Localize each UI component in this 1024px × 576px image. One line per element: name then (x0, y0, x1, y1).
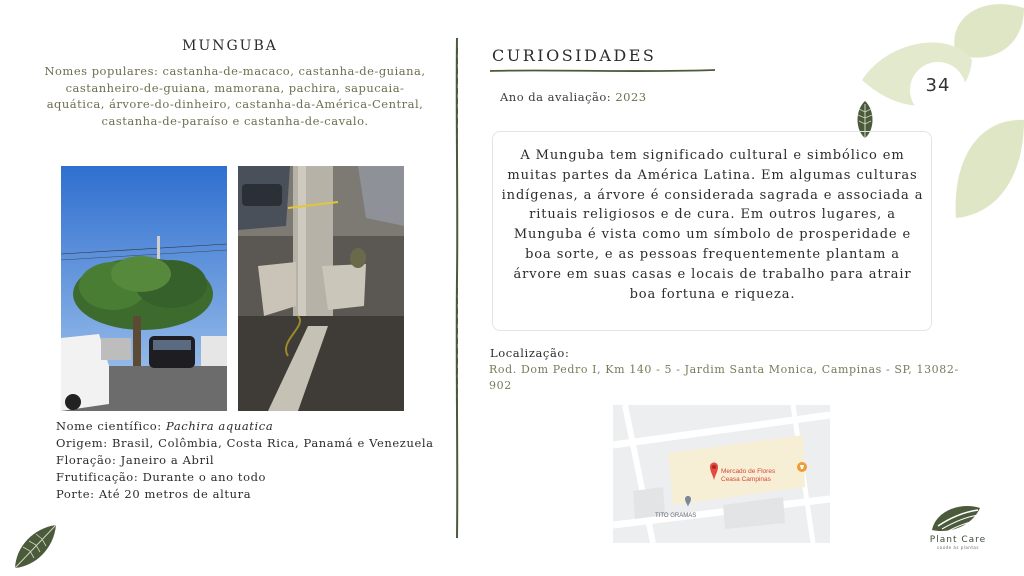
map-pin-label: Ceasa Campinas (721, 476, 771, 483)
map-poi-icon (797, 462, 807, 472)
heading-underline (490, 68, 715, 74)
trunk-photo (238, 166, 404, 411)
scientific-name: Nome científico: Pachira aquatica (56, 419, 274, 433)
brand-name: Plant Care (929, 535, 987, 545)
tree-photo (61, 166, 227, 411)
leaf-icon (12, 522, 60, 572)
location-label: Localização: (490, 346, 570, 360)
species-name: MUNGUBA (182, 38, 278, 54)
map-pin-label: Mercado de Flores (721, 468, 776, 475)
flowering: Floração: Janeiro a Abril (56, 453, 215, 467)
popular-names: Nomes populares: castanha-de-macaco, castanha-de-guiana, castanheiro-de-guiana, mamorana, pachira, sapucaia-aquática, árvore-do-dinheiro, castanha-da-América-Central, castanha-de-paraíso e castanha-de-cavalo. (44, 64, 426, 128)
evaluation-year-value: 2023 (615, 90, 647, 104)
fruiting: Frutificação: Durante o ano todo (56, 470, 267, 484)
logo-icon (928, 500, 984, 534)
evaluation-year: Ano da avaliação: 2023 (500, 90, 647, 104)
origin: Origem: Brasil, Colômbia, Costa Rica, Panamá e Venezuela (56, 436, 434, 450)
location-map[interactable] (613, 405, 830, 543)
species-info (56, 418, 436, 503)
curiosities-heading: CURIOSIDADES (492, 46, 657, 65)
leaf-shape (956, 120, 1024, 218)
brand-tagline: saúde às plantas (937, 545, 979, 550)
page-number: 34 (925, 75, 951, 96)
scientific-name-value: Pachira aquatica (166, 419, 274, 433)
size: Porte: Até 20 metros de altura (56, 487, 252, 501)
leaf-shape (954, 4, 1024, 58)
curiosities-text: A Munguba tem significado cultural e simbólico em muitas partes da América Latina. Em algumas culturas indígenas, a árvore é considerada sagrada e associada a rituais religiosos e de cura. Em outros lugares, a Munguba é vista como um símbolo de prosperidade e boa sorte, e as pessoas frequentemente plantam a árvore em suas casas e locais de trabalho para atrair boa fortuna e riqueza. (501, 148, 924, 302)
location-address: Rod. Dom Pedro I, Km 140 - 5 - Jardim Santa Monica, Campinas - SP, 13082-902 (489, 363, 959, 392)
map-poi-label: TITO GRAMAS (655, 513, 697, 519)
column-divider (454, 38, 460, 538)
